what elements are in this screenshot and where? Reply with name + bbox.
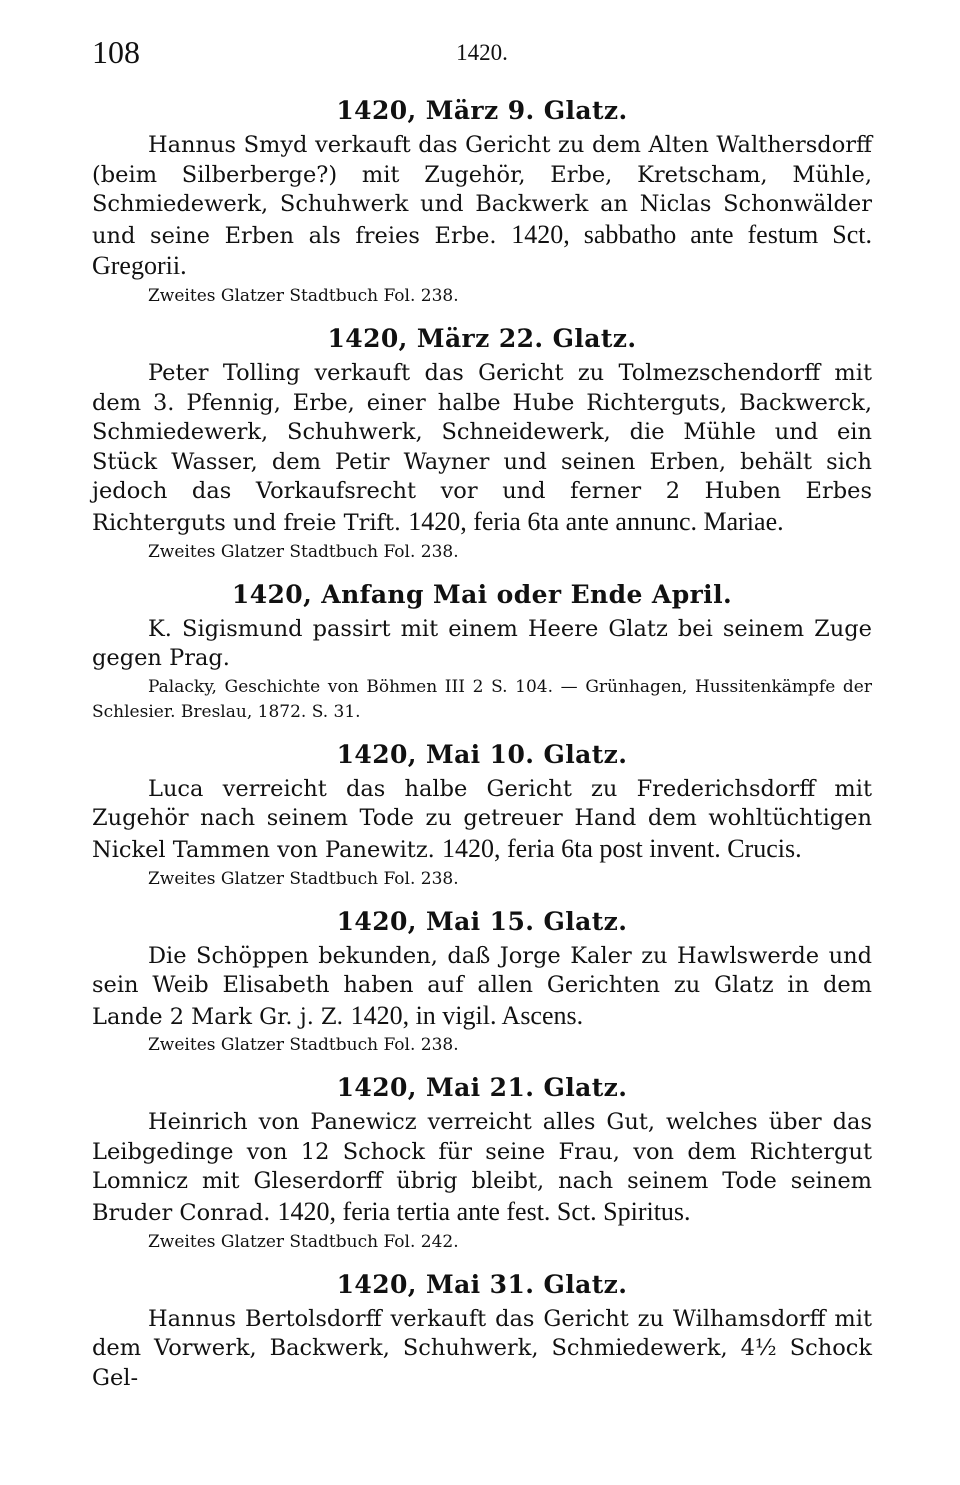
entry-heading: 1420, März 9. Glatz.	[336, 96, 628, 125]
entry-text-latin: 1420, feria tertia ante fest. Sct. Spiritus.	[277, 1197, 691, 1227]
entry-text	[92, 615, 872, 674]
entry-heading: 1420, Mai 15. Glatz.	[336, 906, 628, 936]
entry-text	[92, 359, 872, 539]
entry-text-latin: 1420, sabbatho ante festum Sct. Gregorii.	[92, 219, 872, 281]
entry	[92, 578, 872, 725]
entry-text	[92, 1108, 872, 1228]
entries-list	[92, 94, 872, 1406]
entry-source: Zweites Glatzer Stadtbuch Fol. 238.	[148, 1035, 459, 1056]
entry-text-german: Die Schöppen bekunden, daß Jorge Kaler zu Hawlswerde und sein Weib Elisabeth haben auf allen Gerichten zu Glatz in dem Lande 2 Mark Gr. j. Z.	[92, 942, 872, 1030]
entry-text-german: Hannus Bertolsdorff verkauft das Gericht zu Wilhamsdorff mit dem Vorwerk, Backwerk, Schuhwerk, Schmiedewerk, 4½ Schock Gel-	[92, 1305, 872, 1391]
entry-text	[92, 942, 872, 1033]
entry	[92, 322, 872, 565]
entry	[92, 94, 872, 309]
entry-text	[92, 1305, 872, 1394]
entry-text-german: Luca verreicht das halbe Gericht zu Frederichsdorff mit Zugehör nach seinem Tode zu getreuer Hand dem wohltüchtigen Nickel Tammen von Panewitz.	[92, 775, 872, 863]
entry	[92, 905, 872, 1059]
entry-text-latin: 1420, feria 6ta ante annunc. Mariae.	[408, 506, 784, 536]
entry-text-latin: 1420, in vigil. Ascens.	[350, 1000, 584, 1030]
entry	[92, 738, 872, 892]
entry-source: Zweites Glatzer Stadtbuch Fol. 238.	[148, 868, 459, 889]
running-title: 1420.	[456, 40, 508, 65]
entry-text-german: Peter Tolling verkauft das Gericht zu Tolmezschendorff mit dem 3. Pfennig, Erbe, einer halbe Hube Richterguts, Backwerck, Schmiedewerk, Schuhwerk, Schneidewerk, die Mühle und ein Stück Wasser, dem Petir Wayner und seinen Erben, behält sich jedoch das Vorkaufsrecht vor und ferner 2 Huben Erbes Richterguts und freie Trift.	[92, 359, 872, 536]
entry-source: Zweites Glatzer Stadtbuch Fol. 238.	[148, 541, 459, 562]
entry-source: Palacky, Geschichte von Böhmen III 2 S. 104. — Grünhagen, Hussitenkämpfe der Schlesier. Breslau, 1872. S. 31.	[92, 676, 872, 722]
entry-heading: 1420, Mai 10. Glatz.	[336, 739, 628, 769]
entry-text-german: Heinrich von Panewicz verreicht alles Gut, welches über das Leibgedinge von 12 Schock für seine Frau, von dem Richtergut Lomnicz mit Gleserdorff übrig bleibt, nach seinem Tode seinem Bruder Conrad.	[92, 1109, 872, 1227]
entry-source: Zweites Glatzer Stadtbuch Fol. 242.	[148, 1231, 459, 1252]
entry-text-latin: 1420, feria 6ta post invent. Crucis.	[442, 833, 802, 863]
entry-text	[92, 775, 872, 866]
entry-heading: 1420, Mai 31. Glatz.	[336, 1269, 628, 1299]
entry-source: Zweites Glatzer Stadtbuch Fol. 238.	[148, 285, 459, 306]
entry-heading: 1420, Mai 21. Glatz.	[336, 1073, 628, 1103]
entry-text	[92, 131, 872, 283]
entry-heading: 1420, März 22. Glatz.	[327, 323, 637, 353]
entry-text-german: K. Sigismund passirt mit einem Heere Glatz bei seinem Zuge gegen Prag.	[92, 615, 872, 672]
entry-heading: 1420, Anfang Mai oder Ende April.	[231, 579, 733, 609]
entry	[92, 1071, 872, 1254]
running-head	[92, 34, 872, 70]
entry	[92, 1268, 872, 1394]
page-number: 108	[92, 34, 140, 70]
entry-text-german: Hannus Smyd verkauft das Gericht zu dem Alten Walthersdorff (beim Silberberge?) mit Zugehör, Erbe, Kretscham, Mühle, Schmiedewerk, Schuhwerk und Backwerk an Niclas Schonwälder und seine Erben als freies Erbe.	[92, 132, 872, 249]
